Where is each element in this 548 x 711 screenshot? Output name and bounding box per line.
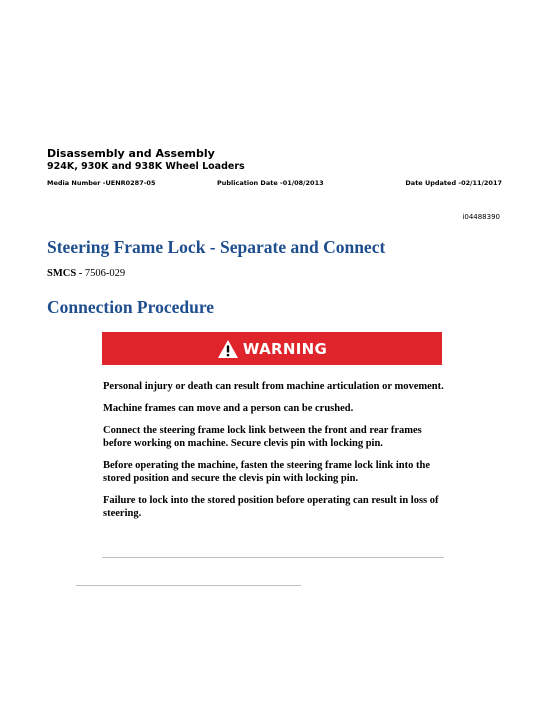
document-id: i04488390: [462, 213, 500, 221]
smcs-value: 7506-029: [84, 268, 126, 279]
document-header: [47, 147, 502, 187]
warning-triangle-icon: [217, 339, 239, 359]
document-subtitle: 924K, 930K and 938K Wheel Loaders: [47, 161, 245, 172]
warning-paragraph: Connect the steering frame lock link between the front and rear frames before working on machine. Secure clevis pin with locking pin.: [103, 425, 422, 449]
date-updated: Date Updated -02/11/2017: [405, 179, 502, 187]
warning-banner: [102, 332, 442, 365]
document-meta: [47, 179, 502, 187]
warning-divider: [102, 557, 444, 558]
document-title: Disassembly and Assembly: [47, 147, 215, 160]
publication-date: Publication Date -01/08/2013: [217, 179, 324, 187]
smcs-code: [47, 268, 125, 279]
warning-paragraph: Machine frames can move and a person can be crushed.: [103, 403, 354, 414]
section-divider: [76, 585, 301, 586]
media-number: Media Number -UENR0287-05: [47, 179, 156, 187]
subsection-title: Connection Procedure: [47, 297, 215, 317]
warning-paragraph: Before operating the machine, fasten the steering frame lock link into the stored position and secure the clevis pin with locking pin.: [103, 460, 431, 484]
warning-paragraph: Failure to lock into the stored position before operating can result in loss of steering.: [103, 495, 439, 519]
warning-paragraph: Personal injury or death can result from machine articulation or movement.: [103, 381, 444, 392]
warning-message: [103, 380, 448, 529]
warning-label: WARNING: [242, 339, 328, 358]
smcs-label: SMCS -: [47, 268, 85, 279]
section-title: Steering Frame Lock - Separate and Connect: [47, 237, 386, 257]
